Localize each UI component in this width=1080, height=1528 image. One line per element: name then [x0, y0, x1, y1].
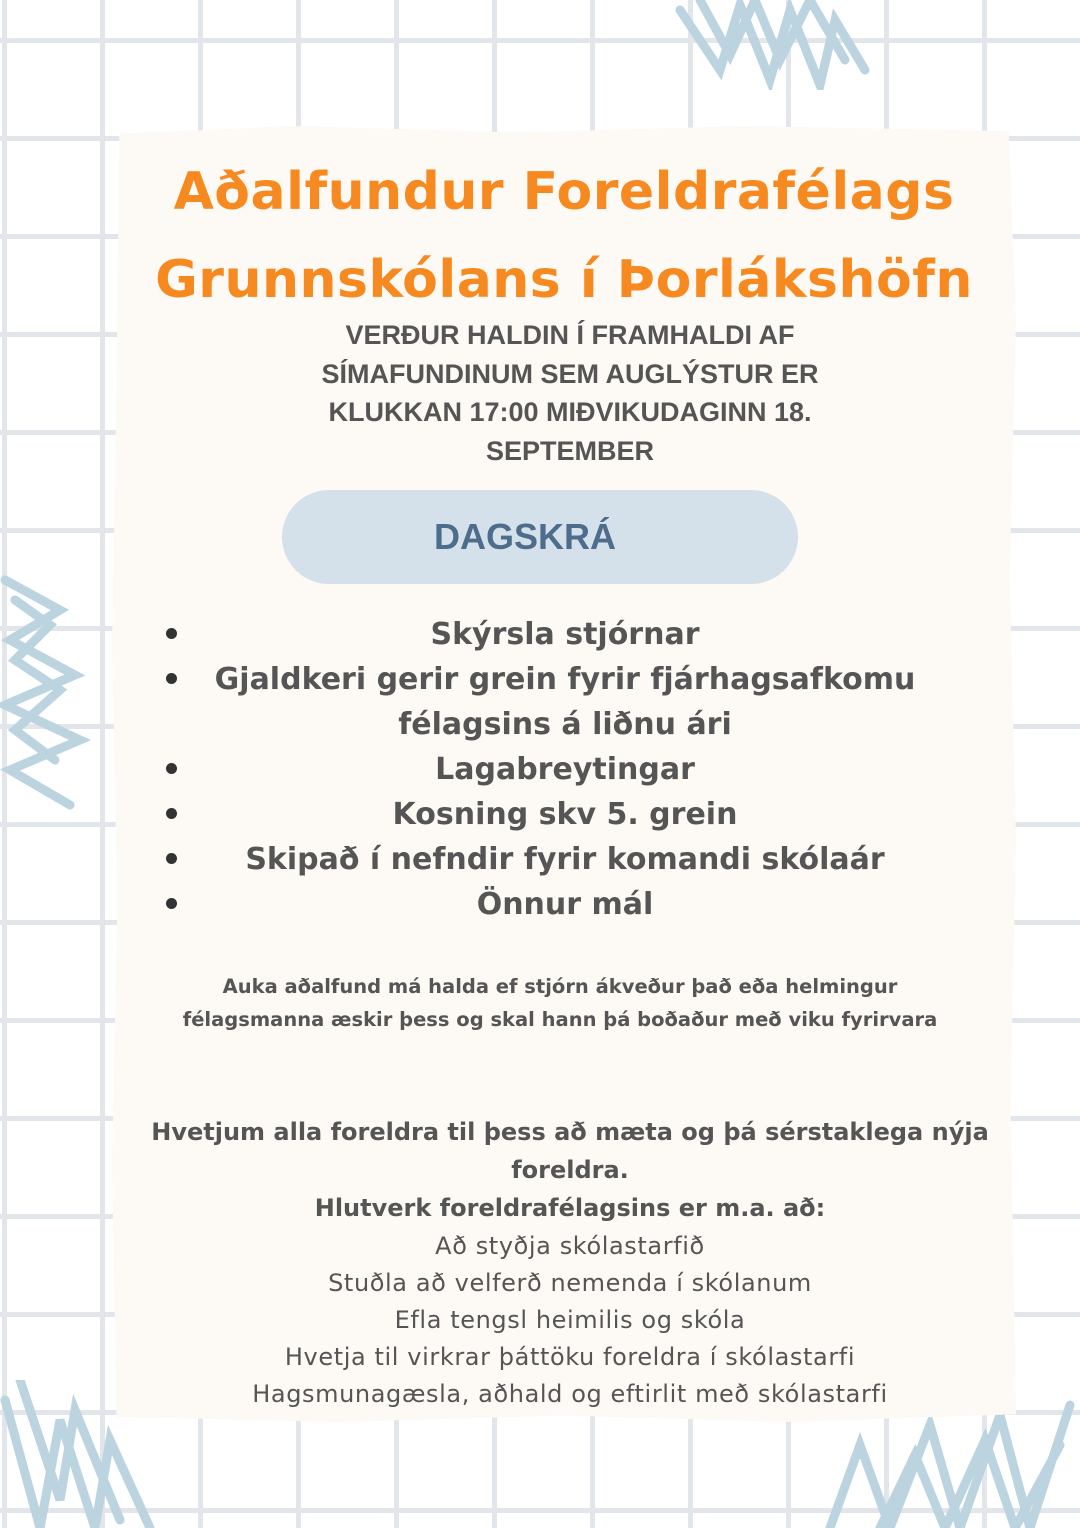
- encouragement-line: foreldra.: [511, 1156, 629, 1184]
- agenda-heading-pill: [282, 490, 798, 584]
- agenda-item-text: Skipað í nefndir fyrir komandi skólaár: [245, 842, 885, 877]
- agenda-item-text: Önnur mál: [476, 887, 654, 922]
- role-item: Að styðja skólastarfið: [435, 1232, 705, 1260]
- scribble-decoration-left: [0, 570, 95, 820]
- bullet-icon: [166, 628, 177, 639]
- agenda-item: [150, 612, 980, 657]
- bullet-icon: [166, 763, 177, 774]
- agenda-heading: DAGSKRÁ: [433, 516, 616, 557]
- agenda-item: [150, 882, 980, 927]
- poster-title-line1: Aðalfundur Foreldrafélags: [173, 162, 955, 222]
- agenda-item: [150, 792, 980, 837]
- meeting-info-line: KLUKKAN 17:00 MIÐVIKUDAGINN 18.: [328, 397, 812, 427]
- agenda-item-text: Lagabreytingar: [435, 752, 695, 787]
- bullet-icon: [166, 898, 177, 909]
- role-item: Hvetja til virkrar þáttöku foreldra í skólastarfi: [284, 1343, 856, 1371]
- agenda-item-text: Skýrsla stjórnar: [430, 617, 700, 652]
- role-item: Efla tengsl heimilis og skóla: [394, 1306, 746, 1334]
- note-line: félagsmanna æskir þess og skal hann þá boðaður með viku fyrirvara: [182, 1008, 938, 1031]
- meeting-info-line: SEPTEMBER: [485, 435, 655, 466]
- poster-title-line2: Grunnskólans í Þorlákshöfn: [155, 250, 973, 310]
- agenda-item-text: Gjaldkeri gerir grein fyrir fjárhagsafkomu félagsins á liðnu ári: [214, 662, 916, 742]
- bullet-icon: [166, 673, 177, 684]
- role-item: Stuðla að velferð nemenda í skólanum: [328, 1269, 812, 1297]
- agenda-item: [150, 747, 980, 792]
- encouragement-line: Hvetjum alla foreldra til þess að mæta og þá sérstaklega nýja: [151, 1118, 989, 1146]
- roles-heading: Hlutverk foreldrafélagsins er m.a. að:: [314, 1194, 826, 1222]
- roles-list: [120, 1228, 1020, 1413]
- meeting-info-line: SÍMAFUNDINUM SEM AUGLÝSTUR ER: [321, 358, 819, 389]
- bullet-icon: [166, 808, 177, 819]
- agenda-list: [150, 612, 980, 927]
- scribble-decoration-top-right: [660, 0, 880, 90]
- note-line: Auka aðalfund má halda ef stjórn ákveður það eða helmingur: [222, 975, 898, 998]
- agenda-item-text: Kosning skv 5. grein: [392, 797, 738, 832]
- meeting-info-line: VERÐUR HALDIN Í FRAMHALDI AF: [345, 320, 795, 350]
- agenda-item: [150, 837, 980, 882]
- meeting-info: [240, 316, 900, 470]
- extra-meeting-note: [120, 970, 1000, 1036]
- bullet-icon: [166, 853, 177, 864]
- role-item: Hagsmunagæsla, aðhald og eftirlit með skólastarfi: [252, 1380, 888, 1408]
- agenda-item: [150, 657, 980, 747]
